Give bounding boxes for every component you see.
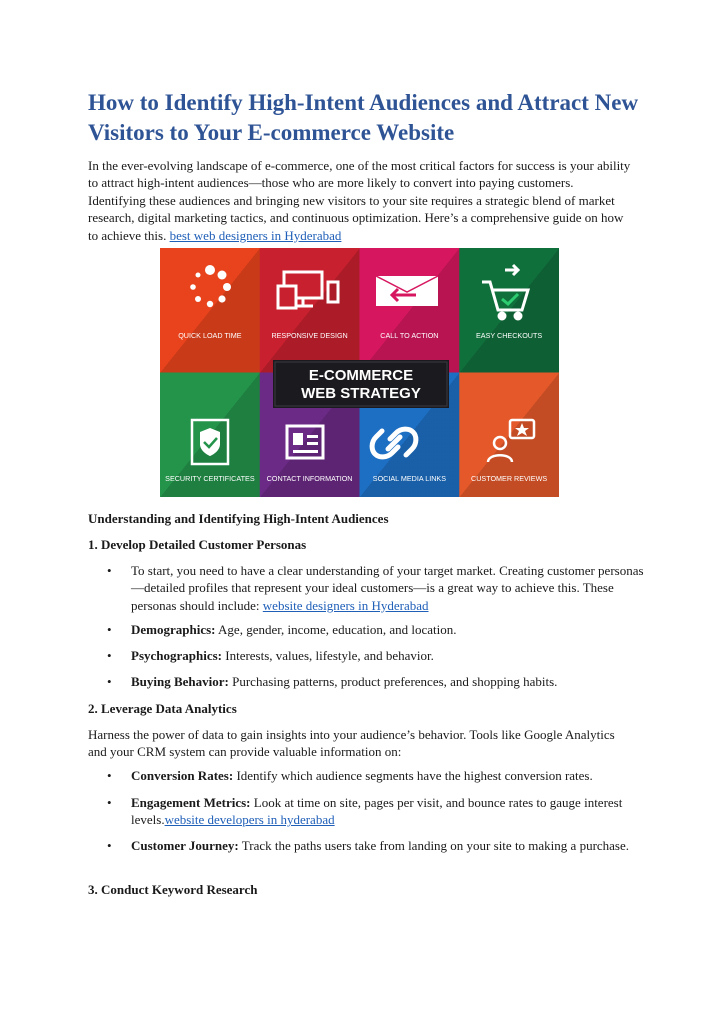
bullet-text: Track the paths users take from landing on your site to making a purchase. bbox=[238, 838, 630, 853]
personas-intro-text: To start, you need to have a clear understanding of your target market. Creating customer personas—detailed profiles that represent your ideal customers—is a great way to achieve this. These personas should include: bbox=[131, 563, 644, 613]
subheading-personas: 1. Develop Detailed Customer Personas bbox=[88, 537, 307, 552]
analytics-list-2 bbox=[88, 794, 648, 829]
section-heading: Understanding and Identifying High-Intent Audiences bbox=[88, 511, 389, 526]
bullet-label: Buying Behavior: bbox=[131, 674, 229, 689]
analytics-paragraph: Harness the power of data to gain insights into your audience’s behavior. Tools like Google Analytics and your CRM system can provide valuable information on: bbox=[88, 727, 615, 760]
bullet-label: Customer Journey: bbox=[131, 838, 239, 853]
tile-shadow bbox=[360, 248, 460, 373]
bullet-label: Demographics: bbox=[131, 622, 216, 637]
list-item bbox=[88, 562, 648, 614]
bullet-text: Interests, values, lifestyle, and behavior. bbox=[222, 648, 434, 663]
intro-link[interactable]: best web designers in Hyderabad bbox=[169, 227, 342, 243]
list-item bbox=[88, 794, 648, 829]
intro-paragraph bbox=[88, 157, 633, 244]
list-item bbox=[88, 621, 648, 638]
tile-label-call-to-action: CALL TO ACTION bbox=[380, 331, 439, 340]
envelope-arrow-icon bbox=[376, 276, 438, 306]
bullet-label: Psychographics: bbox=[131, 648, 222, 663]
tile-label-contact-information: CONTACT INFORMATION bbox=[266, 474, 353, 483]
banner-line-1: E-COMMERCE bbox=[308, 367, 414, 384]
tile-label-easy-checkouts: EASY CHECKOUTS bbox=[476, 331, 543, 340]
list-item bbox=[88, 767, 648, 784]
intro-text: In the ever-evolving landscape of e-commerce, one of the most critical factors for success is your ability to attract high-intent audiences—those who are more likely to convert into paying customers. Identifying these audiences and bringing new visitors to your site requires a strategic blend of market research, digital marketing tactics, and continuous optimization. Here’s a comprehensive guide on how to achieve this. bbox=[88, 158, 631, 243]
bullet-text: Purchasing patterns, product preferences, and shopping habits. bbox=[228, 674, 558, 689]
analytics-list-1 bbox=[88, 767, 648, 784]
list-item bbox=[88, 837, 648, 854]
tile-label-customer-reviews: CUSTOMER REVIEWS bbox=[471, 474, 548, 483]
personas-link[interactable]: website designers in Hyderabad bbox=[262, 597, 429, 613]
personas-intro-list bbox=[88, 562, 648, 614]
list-item bbox=[88, 673, 648, 690]
subheading-keywords: 3. Conduct Keyword Research bbox=[88, 882, 258, 897]
tile-shadow bbox=[260, 248, 360, 373]
persona-attributes-list bbox=[88, 621, 648, 638]
tile-label-security-certificates: SECURITY CERTIFICATES bbox=[165, 474, 255, 483]
persona-attributes-list-2 bbox=[88, 647, 648, 664]
bullet-label: Conversion Rates: bbox=[131, 768, 234, 783]
banner-line-2: WEB STRATEGY bbox=[301, 385, 421, 402]
ecommerce-strategy-infographic bbox=[160, 248, 559, 497]
tile-label-quick-load-time: QUICK LOAD TIME bbox=[178, 331, 242, 340]
tile-label-social-media-links: SOCIAL MEDIA LINKS bbox=[372, 474, 447, 483]
page-title: How to Identify High-Intent Audiences and Attract New Visitors to Your E-commerce Website bbox=[88, 90, 639, 145]
bullet-text: Look at time on site, pages per visit, and bounce rates to gauge interest levels. bbox=[131, 795, 623, 828]
bullet-text: Identify which audience segments have the highest conversion rates. bbox=[233, 768, 593, 783]
analytics-list-3 bbox=[88, 837, 648, 854]
list-item bbox=[88, 647, 648, 664]
persona-attributes-list-3 bbox=[88, 673, 648, 690]
document-page bbox=[88, 88, 644, 897]
analytics-link[interactable]: website developers in hyderabad bbox=[164, 812, 335, 828]
bullet-text: Age, gender, income, education, and location. bbox=[215, 622, 457, 637]
strategy-banner bbox=[273, 360, 449, 408]
subheading-analytics: 2. Leverage Data Analytics bbox=[88, 701, 237, 716]
bullet-label: Engagement Metrics: bbox=[131, 795, 251, 810]
tile-label-responsive-design: RESPONSIVE DESIGN bbox=[271, 331, 348, 340]
